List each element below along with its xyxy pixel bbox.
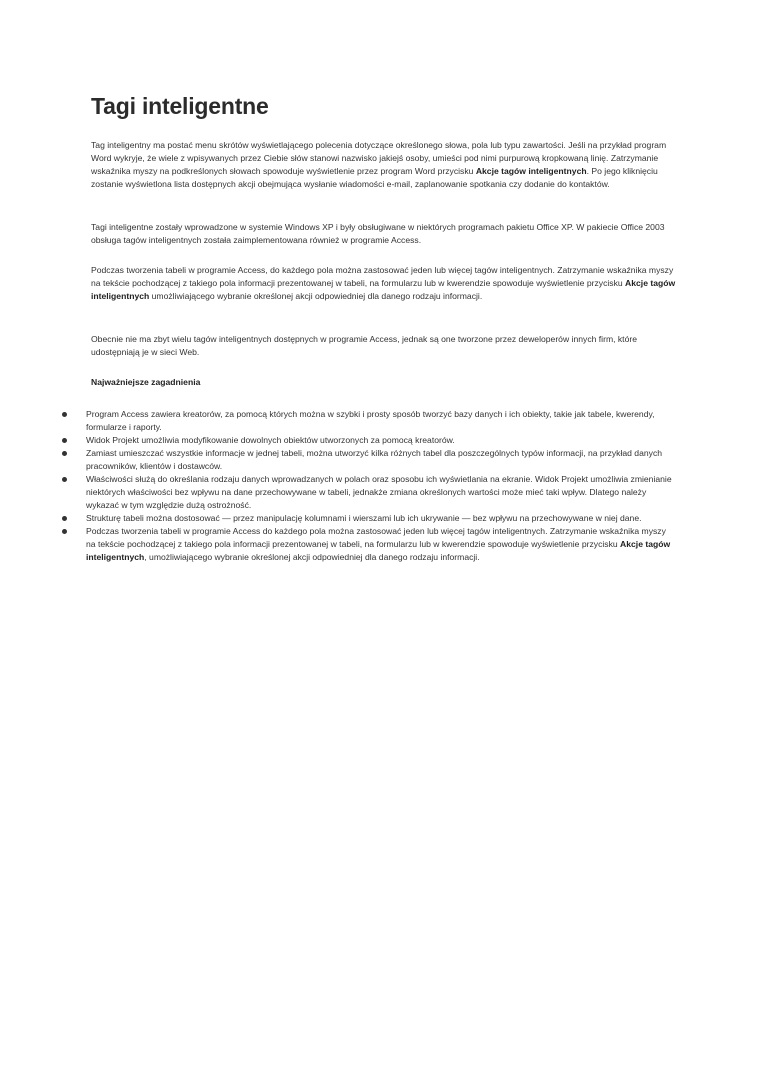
list-item-text: Zamiast umieszczać wszystkie informacje w jednej tabeli, można utworzyć kilka różnych tabel dla poszczególnych typów informacji, na przykład danych pracowników, klientów i dostawców. (86, 448, 663, 471)
bullet-icon (62, 516, 67, 521)
list-item (0, 434, 676, 447)
list-item-text: Podczas tworzenia tabeli w programie Access do każdego pola można zastosować jeden lub więcej tagów inteligentnych. Zatrzymanie wskaźnika myszy na tekście pochodzącej z takiego pola informacji prezentowanej w tabeli, na formularzu lub w kwerendzie spowoduje wyświetlenie przycisku (86, 526, 666, 549)
paragraph-text: Tagi inteligentne zostały wprowadzone w systemie Windows XP i były obsługiwane w niektórych programach pakietu Office XP. W pakiecie Office 2003 obsługa tagów inteligentnych została zaimplementowana również w programie Access. (91, 222, 665, 245)
list-item (0, 408, 676, 434)
paragraph-intro (91, 139, 681, 191)
paragraph-history (91, 221, 681, 247)
list-item-text: Właściwości służą do określania rodzaju danych wprowadzanych w polach oraz sposobu ich wyświetlania na ekranie. Widok Projekt umożliwia zmienianie niektórych właściwości bez wpływu na dane przechowywane w tabeli, jednakże zmiana określonych wartości może mieć taki wpływ. Dlatego należy wykazać w tym względzie dużą ostrożność. (86, 474, 672, 510)
section-subheading: Najważniejsze zagadnienia (91, 377, 201, 387)
bullet-icon (62, 438, 67, 443)
paragraph-access-tables (91, 264, 681, 303)
paragraph-text: . Po jego kliknięciu zostanie wyświetlona lista dostępnych akcji obejmująca wysłanie wiadomości e-mail, zaplanowanie spotkania czy dodanie do kontaktów. (91, 166, 658, 189)
list-item (0, 447, 676, 473)
paragraph-bold-term: Akcje tagów inteligentnych (475, 166, 587, 176)
list-item (0, 473, 676, 512)
paragraph-text: Podczas tworzenia tabeli w programie Access, do każdego pola można zastosować jeden lub więcej tagów inteligentnych. Zatrzymanie wskaźnika myszy na tekście pochodzącej z takiego pola informacji prezentowanej w tabeli, na formularzu lub w kwerendzie spowoduje wyświetlenie przycisku (91, 265, 674, 288)
list-item (0, 512, 676, 525)
bullet-icon (62, 529, 67, 534)
list-item-text: , umożliwiającego wybranie określonej akcji odpowiedniej dla danego rodzaju informacji. (144, 552, 480, 562)
paragraph-availability (91, 333, 681, 359)
list-item-text: Program Access zawiera kreatorów, za pomocą których można w szybki i prosty sposób tworzyć bazy danych i ich obiekty, takie jak tabele, kwerendy, formularze i raporty. (86, 409, 655, 432)
list-item-text: Strukturę tabeli można dostosować — przez manipulację kolumnami i wierszami lub ich ukrywanie — bez wpływu na przechowywane w niej dane. (86, 513, 642, 523)
key-points-list (0, 408, 760, 564)
paragraph-text: umożliwiającego wybranie określonej akcji odpowiedniej dla danego rodzaju informacji. (149, 291, 483, 301)
paragraph-text: Obecnie nie ma zbyt wielu tagów inteligentnych dostępnych w programie Access, jednak są one tworzone przez deweloperów innych firm, które udostępniają je w sieci Web. (91, 334, 637, 357)
paragraph-bold-term: Akcje tagów inteligentnych (91, 278, 676, 301)
paragraph-text: Tag inteligentny ma postać menu skrótów wyświetlającego polecenia dotyczące określonego słowa, pola lub typu zawartości. Jeśli na przykład program Word wykryje, że wiele z wpisywanych przez Ciebie słów stanowi nazwisko jakiejś osoby, umieści pod nimi purpurową kropkowaną linię. Zatrzymanie wskaźnika myszy na podkreślonych słowach spowoduje wyświetlenie przez program Word przycisku (91, 140, 667, 176)
bullet-icon (62, 451, 67, 456)
list-item (0, 525, 676, 564)
bullet-icon (62, 477, 67, 482)
list-item-bold-term: Akcje tagów inteligentnych (86, 539, 671, 562)
page-title: Tagi inteligentne (91, 93, 269, 119)
bullet-icon (62, 412, 67, 417)
list-item-text: Widok Projekt umożliwia modyfikowanie dowolnych obiektów utworzonych za pomocą kreatorów. (86, 435, 455, 445)
